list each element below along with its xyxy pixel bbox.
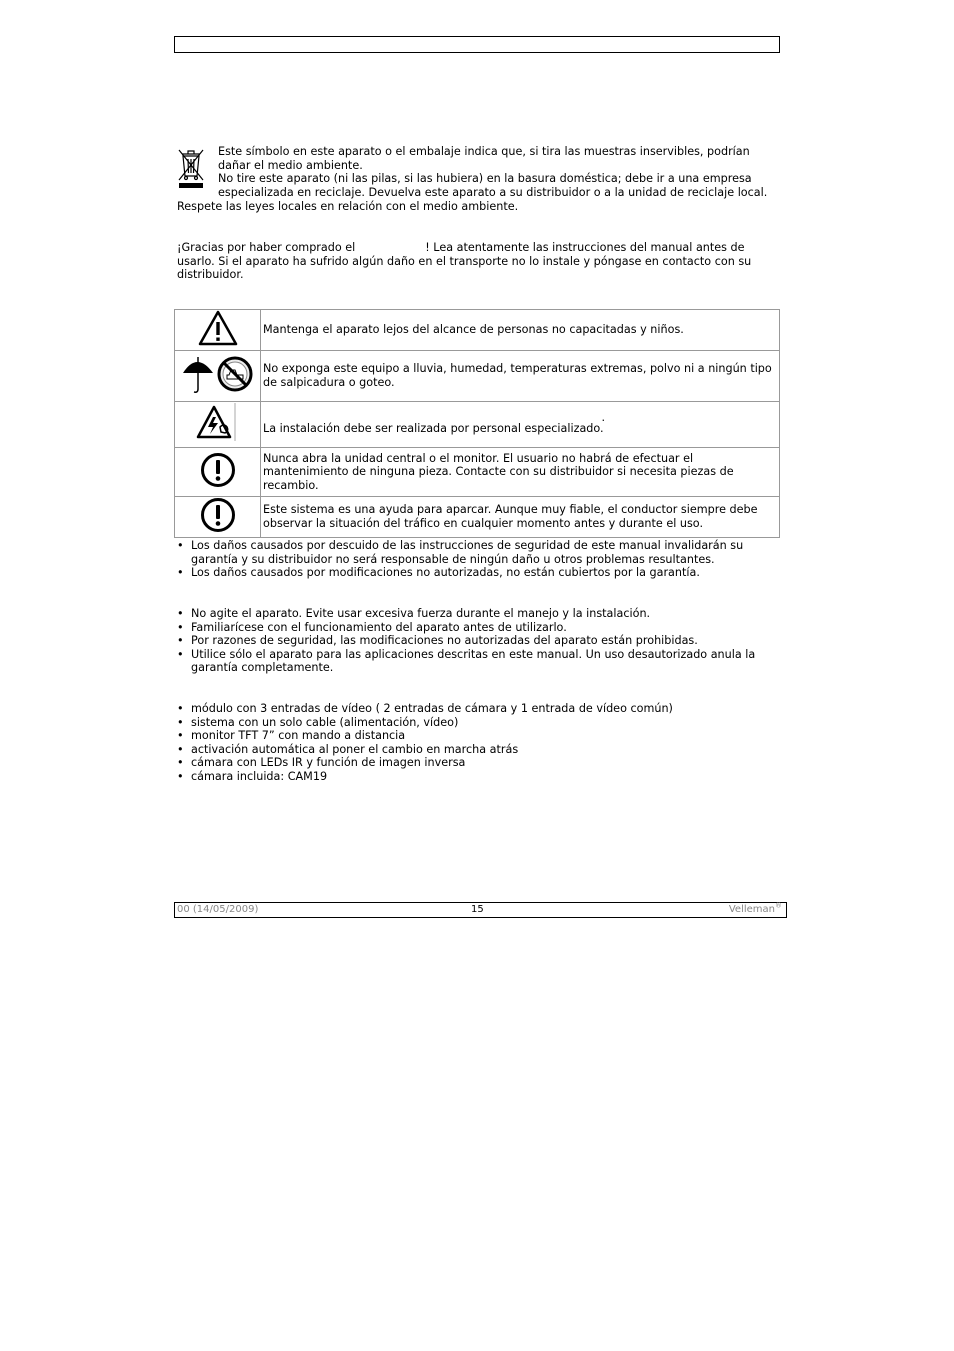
umbrella-no-water-icon: [181, 353, 255, 395]
safety-text: Este sistema es una ayuda para aparcar. Aunque muy fiable, el conductor siempre debe observar la situación del tráfico en cualquier momento antes y durante el uso.: [261, 497, 780, 538]
list-item: • Los daños causados por descuido de las instrucciones de seguridad de este manual invalidarán su garantía y su distribuidor no será responsable de ningún daño u otros problemas resultantes.: [177, 539, 777, 566]
electric-hazard-icon: [196, 403, 240, 443]
safety-table: [174, 309, 780, 538]
weee-line-1: Este símbolo en este aparato o el embalaje indica que, si tira las muestras inservibles, podrían dañar el medio ambiente.: [218, 145, 750, 172]
list-item: • activación automática al poner el cambio en marcha atrás: [177, 743, 777, 757]
list-item: • cámara incluida: CAM19: [177, 770, 777, 784]
list-item: • monitor TFT 7” con mando a distancia: [177, 729, 777, 743]
weee-notice: [218, 145, 778, 199]
safety-text: Mantenga el aparato lejos del alcance de personas no capacitadas y niños.: [261, 310, 780, 351]
safety-row: [175, 310, 780, 351]
registered-mark: ®: [775, 901, 782, 910]
safety-row: [175, 448, 780, 497]
list-item: • Familiarícese con el funcionamiento del aparato antes de utilizarlo.: [177, 621, 777, 635]
thanks-after: ! Lea atentamente las instrucciones del manual antes de usarlo. Si el aparato ha sufrido algún daño en el transporte no lo instale y póngase en contacto con su distribuidor.: [177, 241, 752, 282]
list-item: • Utilice sólo el aparato para las aplicaciones descritas en este manual. Un uso desautorizado anula la garantía completamente.: [177, 648, 777, 675]
weee-line-3: Respete las leyes locales en relación con el medio ambiente.: [177, 200, 519, 213]
safety-cell: [261, 402, 780, 448]
warning-triangle-icon: [198, 310, 238, 346]
brand-name: Velleman: [728, 904, 775, 915]
general-guidelines-list: [177, 607, 777, 675]
crossed-out-bin-icon: [176, 146, 206, 190]
page-footer: [174, 902, 787, 918]
safety-text: Nunca abra la unidad central o el monitor. El usuario no habrá de efectuar el mantenimiento de ninguna pieza. Contacte con su distribuidor si necesita piezas de recambio.: [261, 448, 780, 497]
safety-row: [175, 402, 780, 448]
footer-version: 00 (14/05/2009): [177, 904, 259, 915]
features-list: [177, 702, 777, 784]
thanks-before: ¡Gracias por haber comprado el: [177, 241, 356, 254]
list-item: • sistema con un solo cable (alimentación, vídeo): [177, 716, 777, 730]
footer-brand: [729, 903, 782, 917]
header-box: [174, 36, 780, 53]
warranty-list: [177, 539, 777, 580]
exclamation-circle-icon: [200, 497, 236, 533]
safety-text: No exponga este equipo a lluvia, humedad, temperaturas extremas, polvo ni a ningún tipo de salpicadura o goteo.: [261, 351, 780, 402]
list-item: • Los daños causados por modificaciones no autorizadas, no están cubiertos por la garantía.: [177, 566, 777, 580]
safety-row: [175, 497, 780, 538]
list-item: • módulo con 3 entradas de vídeo ( 2 entradas de cámara y 1 entrada de vídeo común): [177, 702, 777, 716]
page-number: 15: [471, 904, 484, 915]
list-item: • Por razones de seguridad, las modificaciones no autorizadas del aparato están prohibidas.: [177, 634, 777, 648]
list-item: • No agite el aparato. Evite usar excesiva fuerza durante el manejo y la instalación.: [177, 607, 777, 621]
weee-line-2: No tire este aparato (ni las pilas, si las hubiera) en la basura doméstica; debe ir a una empresa especializada en reciclaje. Devuelva este aparato a su distribuidor o a la unidad de reciclaje local.: [218, 172, 768, 199]
list-item: • cámara con LEDs IR y función de imagen inversa: [177, 756, 777, 770]
safety-row: [175, 351, 780, 402]
thanks-paragraph: [177, 241, 767, 282]
safety-text: La instalación debe ser realizada por personal especializado.: [263, 421, 604, 435]
safety-dot: .: [601, 410, 605, 424]
exclamation-circle-icon: [200, 452, 236, 488]
